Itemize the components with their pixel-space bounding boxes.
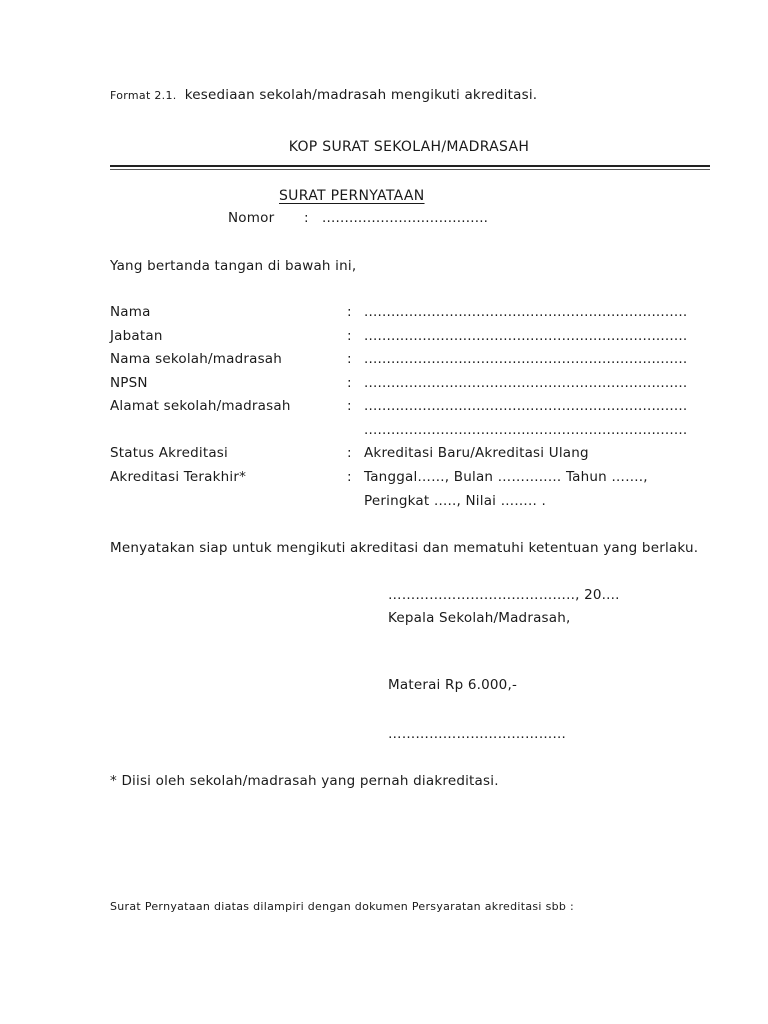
- field-akreditasi-terakhir: [110, 469, 670, 489]
- letterhead-rule-thin: [110, 169, 710, 170]
- signature-stamp: Materai Rp 6.000,-: [388, 677, 518, 693]
- nomor-label: Nomor: [228, 210, 275, 226]
- status-colon: :: [347, 445, 352, 461]
- field-alamat: [110, 398, 688, 418]
- field-colon: :: [347, 398, 352, 414]
- intro-text: Yang bertanda tangan di bawah ini,: [110, 258, 357, 274]
- field-colon: :: [347, 351, 352, 367]
- document-title: SURAT PERNYATAAN: [279, 188, 425, 204]
- status-label: Status Akreditasi: [110, 445, 228, 461]
- field-label: Jabatan: [110, 328, 163, 344]
- letterhead-title: KOP SURAT SEKOLAH/MADRASAH: [288, 139, 530, 155]
- field-colon: :: [347, 328, 352, 344]
- field-label: Nama: [110, 304, 151, 320]
- signature-role: Kepala Sekolah/Madrasah,: [388, 610, 571, 626]
- field-alamat-continuation: [110, 422, 688, 442]
- attachment-note: Surat Pernyataan diatas dilampiri dengan dokumen Persyaratan akreditasi sbb :: [110, 900, 574, 913]
- last-accreditation-label: Akreditasi Terakhir*: [110, 469, 247, 485]
- field-jabatan: [110, 328, 688, 348]
- nomor-colon: :: [304, 210, 309, 226]
- field-blank: ........................................................................: [364, 422, 688, 438]
- signature-place-date: ………………………………….., 20....: [388, 587, 620, 603]
- field-blank: ........................................................................: [364, 351, 688, 367]
- field-colon: :: [347, 375, 352, 391]
- footnote: * Diisi oleh sekolah/madrasah yang pernah diakreditasi.: [110, 773, 499, 789]
- field-blank: ........................................................................: [364, 398, 688, 414]
- field-label: Alamat sekolah/madrasah: [110, 398, 291, 414]
- field-colon: :: [347, 304, 352, 320]
- nomor-value: .....................................: [322, 210, 489, 226]
- last-accreditation-colon: :: [347, 469, 352, 485]
- statement-text: Menyatakan siap untuk mengikuti akreditasi dan mematuhi ketentuan yang berlaku.: [110, 540, 699, 556]
- field-blank: ........................................................................: [364, 375, 688, 391]
- letterhead-rule-thick: [110, 165, 710, 167]
- format-line: [110, 87, 537, 103]
- last-accreditation-grade: Peringkat ….., Nilai …….. .: [364, 493, 546, 509]
- signature-name-line: …………………………………: [388, 726, 567, 742]
- field-akreditasi-terakhir-line2: [110, 493, 670, 513]
- field-status-akreditasi: [110, 445, 670, 465]
- format-code: Format 2.1.: [110, 89, 177, 102]
- field-nama-sekolah: [110, 351, 688, 371]
- field-npsn: [110, 375, 688, 395]
- field-blank: ........................................................................: [364, 328, 688, 344]
- field-blank: ........................................................................: [364, 304, 688, 320]
- status-value: Akreditasi Baru/Akreditasi Ulang: [364, 445, 589, 461]
- field-label: Nama sekolah/madrasah: [110, 351, 283, 367]
- field-label: NPSN: [110, 375, 148, 391]
- last-accreditation-date: Tanggal……, Bulan ………..… Tahun …….,: [364, 469, 648, 485]
- field-nama: [110, 304, 688, 324]
- format-description: kesediaan sekolah/madrasah mengikuti akreditasi.: [184, 87, 538, 103]
